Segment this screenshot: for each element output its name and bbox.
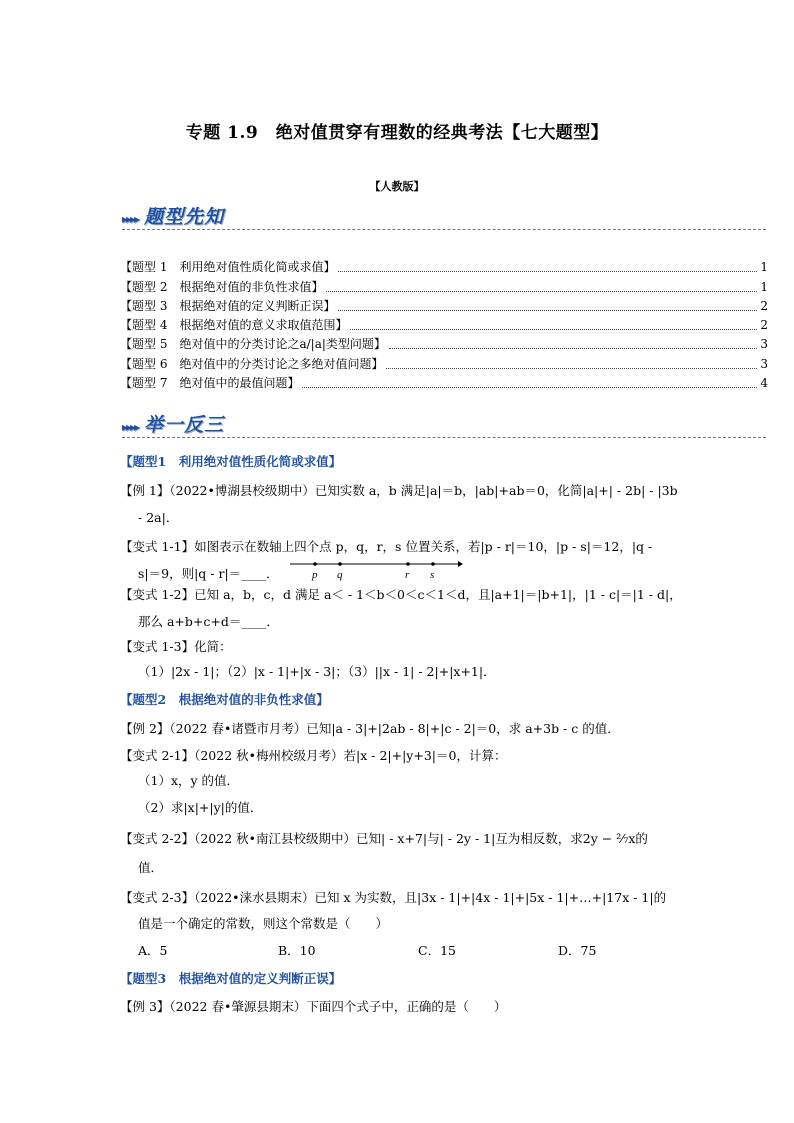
number-line-figure — [288, 558, 463, 588]
label-q: q — [337, 569, 343, 581]
point-s — [431, 562, 435, 566]
toc-item-2[interactable]: 【题型 2 根据绝对值的非负性求值】 1 — [120, 279, 768, 294]
toc-item-3[interactable]: 【题型 3 根据绝对值的定义判断正误】 2 — [120, 298, 768, 313]
edition-label: 【人教版】 — [369, 180, 425, 193]
option-d[interactable]: D．75 — [558, 943, 597, 958]
variant-2-2-line-1: 【变式 2-2】（2022 秋•南江县校级期中）已知| - x+7|与| - 2y - 1|互为相反数，求2y − ²⁄₇x的 — [120, 831, 648, 846]
variant-1-3-line-2: （1）|2x - 1|；（2）|x - 1|+|x - 3|；（3）||x - 1| - 2|+|x+1|． — [138, 664, 496, 679]
variant-1-2-line-1: 【变式 1-2】已知 a，b，c，d 满足 a＜ - 1＜b＜0＜c＜1＜d，且|a+1|＝|b+1|，|1 - c|＝|1 - d|， — [120, 587, 682, 602]
point-r — [406, 562, 410, 566]
variant-1-1-line-1: 【变式 1-1】如图表示在数轴上四个点 p，q，r，s 位置关系，若|p - r|＝10，|p - s|＝12，|q - — [120, 539, 653, 554]
variant-1-1-line-2: s|＝9，则|q - r|＝____． — [138, 566, 279, 581]
number-line-arrow — [458, 561, 463, 567]
toc-item-5[interactable]: 【题型 5 绝对值中的分类讨论之a/|a|类型问题】 3 — [120, 337, 768, 352]
variant-2-1-line-3: （2）求|x|+|y|的值． — [138, 800, 263, 815]
answer-options — [138, 941, 698, 959]
example-1-line-1: 【例 1】（2022•博湖县校级期中）已知实数 a，b 满足|a|＝b，|ab|+ab＝0，化简|a|+| - 2b| - |3b — [120, 483, 678, 498]
point-p — [313, 562, 317, 566]
variant-2-2-line-2: 值． — [138, 860, 164, 875]
section-heading-3: 【题型3 根据绝对值的定义判断正误】 — [120, 971, 342, 986]
example-2: 【例 2】（2022 春•诸暨市月考）已知|a - 3|+|2ab - 8|+|c - 2|＝0，求 a+3b - c 的值． — [120, 721, 620, 736]
banner-examples-text: 举一反三 — [144, 414, 225, 436]
label-p: p — [312, 569, 318, 581]
example-1-line-2: - 2a|． — [138, 510, 179, 525]
label-r: r — [405, 569, 410, 581]
option-b[interactable]: B．10 — [278, 943, 316, 958]
option-c[interactable]: C．15 — [418, 943, 456, 958]
arrows-icon: ▸▸▸▸ — [122, 212, 139, 226]
section-heading-1: 【题型1 利用绝对值性质化简或求值】 — [120, 454, 342, 469]
toc-item-6[interactable]: 【题型 6 绝对值中的分类讨论之多绝对值问题】 3 — [120, 356, 768, 371]
arrows-icon: ▸▸▸▸ — [122, 420, 139, 434]
toc-item-7[interactable]: 【题型 7 绝对值中的最值问题】 4 — [120, 376, 768, 391]
toc-item-4[interactable]: 【题型 4 根据绝对值的意义求取值范围】 2 — [120, 318, 768, 333]
section-heading-2: 【题型2 根据绝对值的非负性求值】 — [120, 692, 329, 707]
example-3: 【例 3】（2022 春•肇源县期末）下面四个式子中，正确的是（ ） — [120, 999, 507, 1014]
variant-2-1-line-1: 【变式 2-1】（2022 秋•梅州校级月考）若|x - 2|+|y+3|＝0，计算： — [120, 748, 507, 763]
banner-overview-text: 题型先知 — [144, 206, 225, 228]
variant-2-3-line-2: 值是一个确定的常数，则这个常数是（ ） — [138, 916, 389, 931]
toc-item-1[interactable]: 【题型 1 利用绝对值性质化简或求值】 1 — [120, 260, 768, 275]
variant-1-2-line-2: 那么 a+b+c+d＝____． — [138, 614, 279, 629]
variant-2-1-line-2: （1）x，y 的值． — [138, 773, 240, 788]
variant-2-3-line-1: 【变式 2-3】（2022•涞水县期末）已知 x 为实数，且|3x - 1|+|4x - 1|+|5x - 1|+…+|17x - 1|的 — [120, 890, 667, 905]
variant-1-3-line-1: 【变式 1-3】化简： — [120, 639, 232, 654]
point-q — [338, 562, 342, 566]
page-title: 专题 1.9 绝对值贯穿有理数的经典考法【七大题型】 — [185, 123, 609, 143]
label-s: s — [430, 569, 435, 581]
option-a[interactable]: A．5 — [138, 943, 168, 958]
